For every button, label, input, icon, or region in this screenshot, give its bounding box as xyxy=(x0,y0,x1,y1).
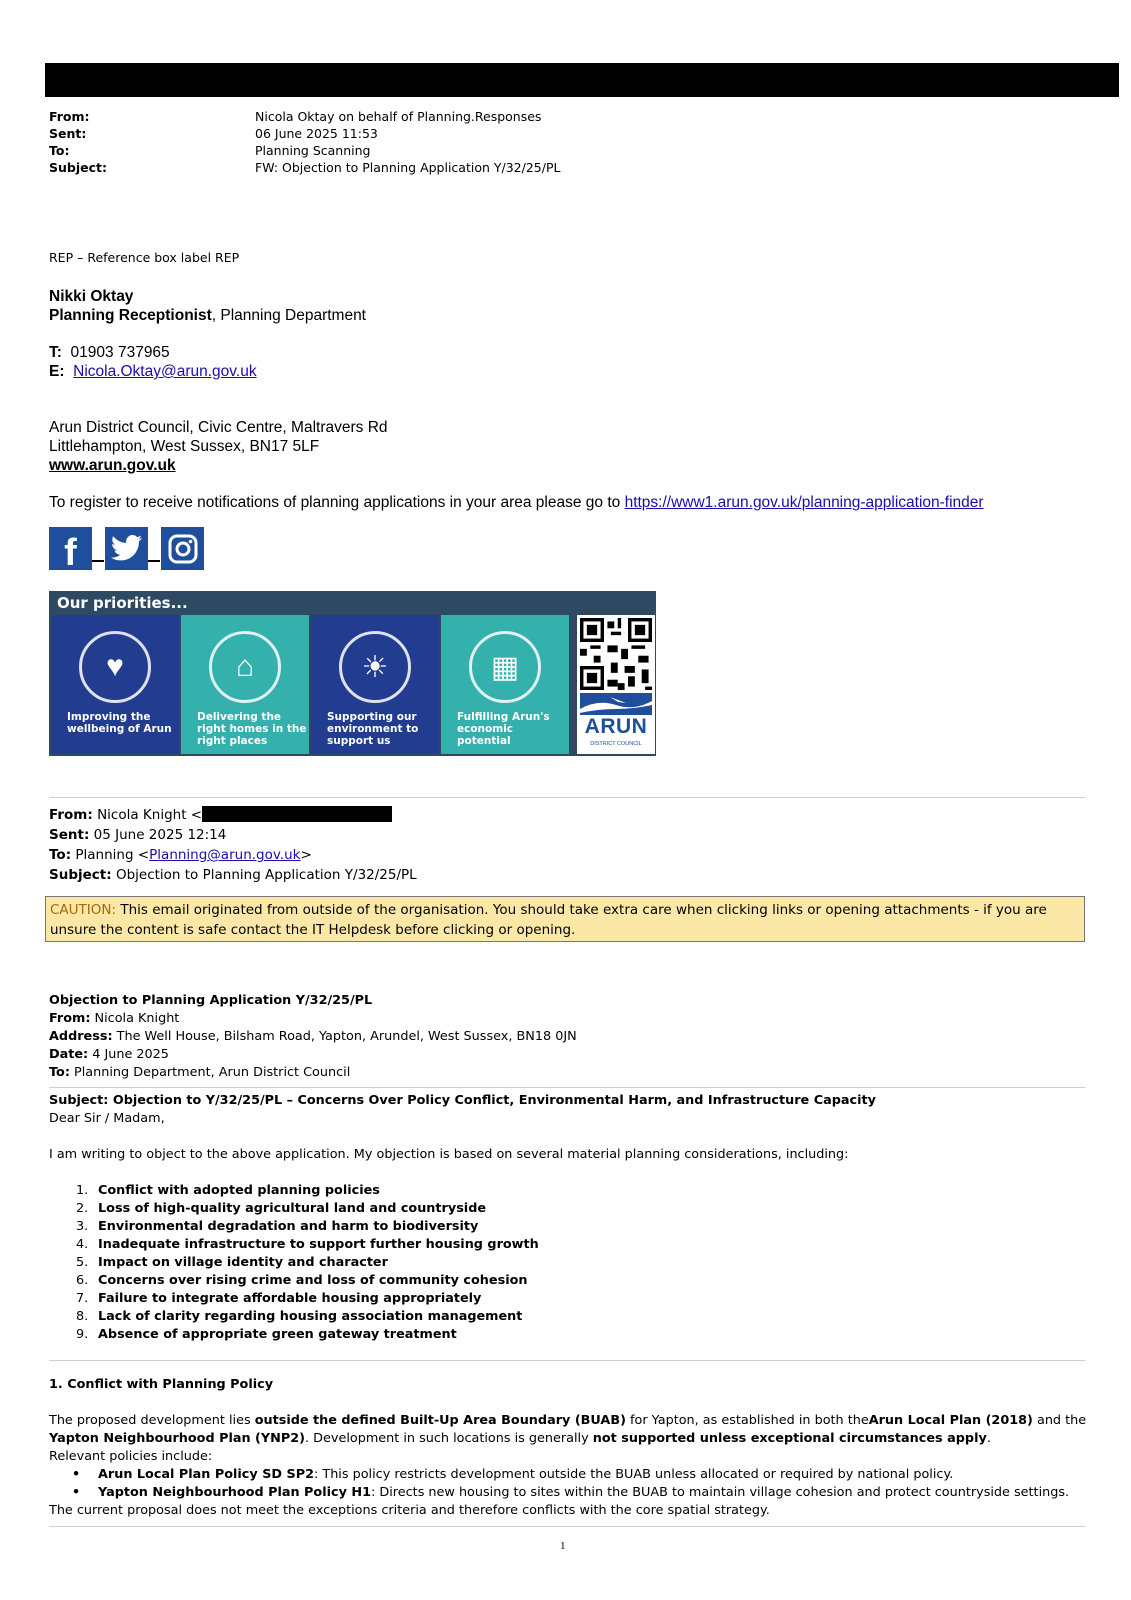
signature-name: Nikki Oktay xyxy=(49,288,134,305)
signature-dept: , Planning Department xyxy=(211,307,366,324)
arun-logo-text: ARUN xyxy=(584,715,648,738)
policy-text: : Directs new housing to sites within the BUAB to maintain village cohesion and protect countryside settings. xyxy=(371,1485,1070,1500)
priority-label-economy: Fulfilling Arun's economic potential xyxy=(457,711,550,747)
sent-label: Sent: xyxy=(49,126,87,141)
heart-icon: ♥ xyxy=(79,631,151,703)
letter-date-value: 4 June 2025 xyxy=(88,1047,169,1062)
priority-label-wellbeing: Improving the wellbeing of Arun xyxy=(67,711,172,735)
qr-code-icon xyxy=(580,618,652,690)
list-item-text: Concerns over rising crime and loss of community cohesion xyxy=(98,1273,528,1288)
sent-value: 06 June 2025 11:53 xyxy=(255,126,378,141)
fwd-subject-value: Objection to Planning Application Y/32/25/PL xyxy=(115,867,417,883)
forwarded-header xyxy=(49,805,1089,885)
facebook-glyph: f xyxy=(64,532,77,574)
divider-2 xyxy=(49,1087,1085,1088)
fwd-to-pre: Planning < xyxy=(75,847,150,863)
list-item-text: Failure to integrate affordable housing appropriately xyxy=(98,1291,482,1306)
divider-4 xyxy=(49,1526,1085,1527)
arun-logo-sub: DISTRICT COUNCIL xyxy=(590,741,642,747)
list-item: 5. Impact on village identity and character xyxy=(76,1255,388,1270)
p1-i: . xyxy=(986,1431,991,1446)
p1-d: Arun Local Plan (2018) xyxy=(868,1413,1033,1428)
divider-3 xyxy=(49,1360,1085,1361)
list-item: 1. Conflict with adopted planning policies xyxy=(76,1183,380,1198)
relevant-policies: Relevant policies include: xyxy=(49,1449,213,1464)
priorities-title: Our priorities... xyxy=(57,594,188,612)
fwd-from-value: Nicola Knight < xyxy=(97,807,203,823)
fwd-sent-label: Sent: xyxy=(49,827,90,843)
to-label: To: xyxy=(49,143,70,158)
list-item-text: Environmental degradation and harm to biodiversity xyxy=(98,1219,479,1234)
subject-value: FW: Objection to Planning Application Y/32/25/PL xyxy=(255,160,561,175)
priority-tile-homes xyxy=(181,615,309,754)
list-item: 3. Environmental degradation and harm to biodiversity xyxy=(76,1219,479,1234)
fwd-subject-label: Subject: xyxy=(49,867,112,883)
signature-email xyxy=(49,362,257,381)
priority-tile-economy xyxy=(441,615,569,754)
priority-tile-environment xyxy=(311,615,439,754)
objection-list xyxy=(76,1182,539,1344)
redaction-bar xyxy=(45,63,1119,97)
p1-c: for Yapton, as established in both the xyxy=(625,1413,869,1428)
caution-word: CAUTION: xyxy=(50,902,117,918)
priority-label-environment: Supporting our environment to support us xyxy=(327,711,419,747)
phone-label: T: xyxy=(49,344,62,361)
signature-phone xyxy=(49,343,170,362)
list-item-text: Inadequate infrastructure to support further housing growth xyxy=(98,1237,539,1252)
arun-logo-wave-icon xyxy=(580,693,652,715)
letter-from-label: From: xyxy=(49,1011,91,1026)
letter-meta xyxy=(49,992,1089,1082)
page-number: 1 xyxy=(560,1540,566,1552)
twitter-icon[interactable] xyxy=(105,527,148,570)
list-item xyxy=(72,1466,1112,1484)
lightbulb-icon: ☀ xyxy=(339,631,411,703)
priority-tile-wellbeing xyxy=(51,615,179,754)
rep-line: REP – Reference box label REP xyxy=(49,250,240,265)
p1-g: . Development in such locations is generally xyxy=(305,1431,593,1446)
list-item-text: Absence of appropriate green gateway treatment xyxy=(98,1327,457,1342)
letter-subject: Subject: Objection to Y/32/25/PL – Concerns Over Policy Conflict, Environmental Harm, and Infrastructure Capacity xyxy=(49,1093,876,1108)
email-label: E: xyxy=(49,363,65,380)
list-item-text: Impact on village identity and character xyxy=(98,1255,388,1270)
qr-and-logo xyxy=(577,615,655,754)
p1-f: Yapton Neighbourhood Plan (YNP2) xyxy=(49,1431,306,1446)
fwd-from xyxy=(49,805,1089,825)
letter-to-value: Planning Department, Arun District Council xyxy=(69,1065,351,1080)
list-item: 6. Concerns over rising crime and loss of community cohesion xyxy=(76,1273,528,1288)
phone-value: 01903 737965 xyxy=(70,344,170,361)
list-item: 4. Inadequate infrastructure to support further housing growth xyxy=(76,1237,539,1252)
letter-to-label: To: xyxy=(49,1065,70,1080)
policy-name: Arun Local Plan Policy SD SP2 xyxy=(98,1467,314,1482)
priority-label-homes: Delivering the right homes in the right places xyxy=(197,711,307,747)
caution-text: This email originated from outside of the organisation. You should take extra care when clicking links or opening attachments - if you are unsure the content is safe contact the IT Helpdesk before clicking or opening. xyxy=(50,902,1047,938)
subject-label: Subject: xyxy=(49,160,107,175)
to-value: Planning Scanning xyxy=(255,143,371,158)
policy-name: Yapton Neighbourhood Plan Policy H1 xyxy=(98,1485,371,1500)
email-header-labels xyxy=(49,108,107,176)
letter-address-label: Address: xyxy=(49,1029,113,1044)
planning-finder-link[interactable]: https://www1.arun.gov.uk/planning-application-finder xyxy=(624,494,984,511)
from-value: Nicola Oktay on behalf of Planning.Responses xyxy=(255,109,542,124)
letter-date xyxy=(49,1046,1089,1064)
brick-wall-icon: ▦ xyxy=(469,631,541,703)
p1-b: outside the defined Built-Up Area Boundary (BUAB) xyxy=(254,1413,626,1428)
section-1-heading: 1. Conflict with Planning Policy xyxy=(49,1377,274,1392)
fwd-sent-value: 05 June 2025 12:14 xyxy=(93,827,227,843)
divider xyxy=(49,797,1085,798)
letter-to xyxy=(49,1064,1089,1082)
email-link[interactable]: Nicola.Oktay@arun.gov.uk xyxy=(73,363,257,380)
planning-email-link[interactable]: Planning@arun.gov.uk xyxy=(149,847,301,863)
fwd-to-post: > xyxy=(300,847,312,863)
list-item: 7. Failure to integrate affordable housing appropriately xyxy=(76,1291,482,1306)
email-redaction xyxy=(202,806,392,822)
policy-list xyxy=(72,1466,1112,1502)
fwd-sent xyxy=(49,825,1089,845)
list-item-text: Lack of clarity regarding housing association management xyxy=(98,1309,523,1324)
priorities-banner xyxy=(49,591,656,756)
facebook-icon[interactable] xyxy=(49,527,92,574)
letter-from xyxy=(49,1010,1089,1028)
fwd-to-label: To: xyxy=(49,847,72,863)
p1-h: not supported unless exceptional circumstances apply xyxy=(592,1431,987,1446)
link-underscore xyxy=(92,560,104,562)
list-item: 2. Loss of high-quality agricultural land and countryside xyxy=(76,1201,487,1216)
caution-banner xyxy=(45,896,1085,942)
p1-a: The proposed development lies xyxy=(49,1413,255,1428)
from-label: From: xyxy=(49,109,90,124)
policy-text: : This policy restricts development outside the BUAB unless allocated or required by national policy. xyxy=(314,1467,954,1482)
section-1-paragraph xyxy=(49,1412,1094,1448)
list-item xyxy=(72,1484,1112,1502)
letter-address-value: The Well House, Bilsham Road, Yapton, Arundel, West Sussex, BN18 0JN xyxy=(112,1029,577,1044)
salutation: Dear Sir / Madam, xyxy=(49,1111,165,1126)
letter-address xyxy=(49,1028,1089,1046)
intro: I am writing to object to the above application. My objection is based on several material planning considerations, including: xyxy=(49,1147,849,1162)
address-line-1: Arun District Council, Civic Centre, Maltravers Rd xyxy=(49,419,388,436)
list-item-text: Conflict with adopted planning policies xyxy=(98,1183,380,1198)
conclusion: The current proposal does not meet the exceptions criteria and therefore conflicts with the core spatial strategy. xyxy=(49,1503,770,1518)
fwd-from-label: From: xyxy=(49,807,93,823)
house-icon: ⌂ xyxy=(209,631,281,703)
website-link[interactable]: www.arun.gov.uk xyxy=(49,457,176,474)
email-header-values xyxy=(255,108,560,176)
link-underscore-2 xyxy=(148,560,160,562)
register-text: To register to receive notifications of planning applications in your area please go to xyxy=(49,494,625,511)
list-item: 8. Lack of clarity regarding housing association management xyxy=(76,1309,523,1324)
address-line-2: Littlehampton, West Sussex, BN17 5LF xyxy=(49,438,320,455)
fwd-to xyxy=(49,845,1089,865)
signature-role-title: Planning Receptionist xyxy=(49,307,212,324)
list-item-text: Loss of high-quality agricultural land and countryside xyxy=(98,1201,487,1216)
fwd-subject xyxy=(49,865,1089,885)
letter-date-label: Date: xyxy=(49,1047,89,1062)
signature-role xyxy=(49,306,366,325)
letter-from-value: Nicola Knight xyxy=(90,1011,180,1026)
instagram-icon[interactable] xyxy=(161,527,204,570)
list-item: 9. Absence of appropriate green gateway treatment xyxy=(76,1327,457,1342)
p1-e: and the xyxy=(1032,1413,1087,1428)
register-line xyxy=(49,493,984,512)
letter-title: Objection to Planning Application Y/32/25/PL xyxy=(49,993,373,1008)
